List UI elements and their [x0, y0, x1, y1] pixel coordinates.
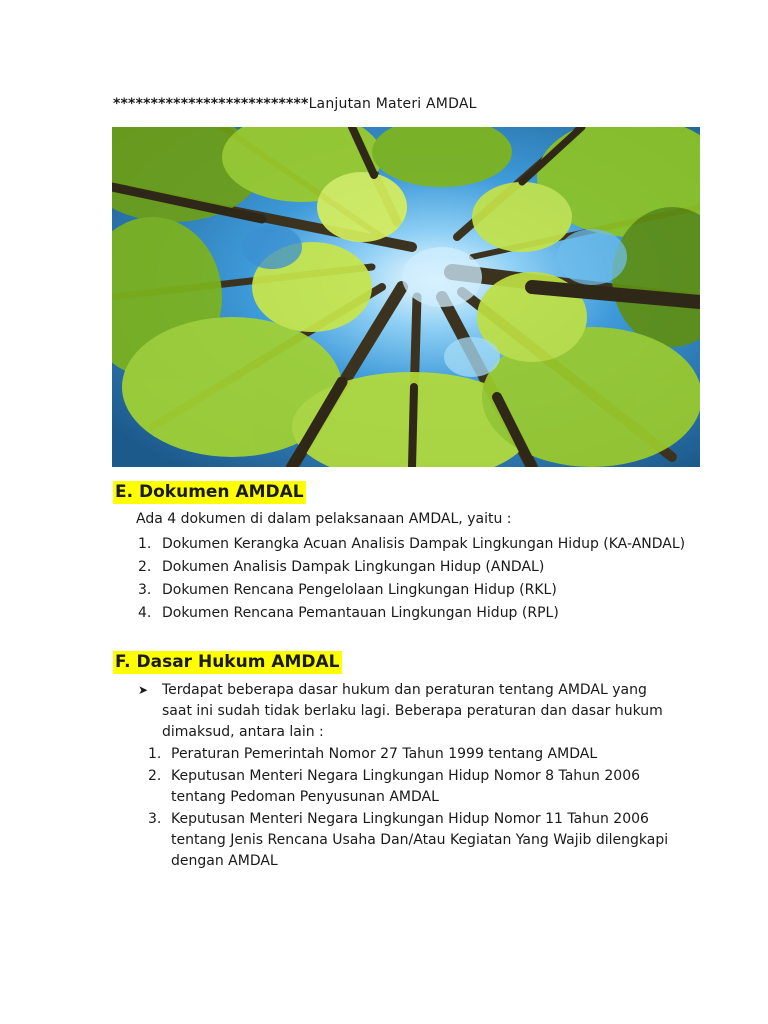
- list-number: 1.: [148, 746, 162, 762]
- list-number: 4.: [138, 605, 152, 621]
- list-number: 1.: [138, 536, 152, 552]
- list-text: Dokumen Rencana Pengelolaan Lingkungan Hidup (RKL): [162, 582, 557, 598]
- section-f-heading: F. Dasar Hukum AMDAL: [115, 652, 340, 672]
- document-list: [138, 533, 685, 625]
- section-f-bullet: [138, 680, 678, 743]
- bullet-text: Terdapat beberapa dasar hukum dan peraturan tentang AMDAL yang saat ini sudah tidak berlaku lagi. Beberapa peraturan dan dasar hukum dimaksud, antara lain :: [162, 682, 663, 740]
- list-item: [138, 602, 685, 625]
- list-item: [148, 809, 688, 872]
- legal-basis-list: [148, 744, 688, 873]
- section-e-intro: Ada 4 dokumen di dalam pelaksanaan AMDAL, yaitu :: [136, 511, 512, 527]
- section-e-heading: E. Dokumen AMDAL: [115, 482, 304, 502]
- list-item: [138, 579, 685, 602]
- header-title: Lanjutan Materi AMDAL: [308, 96, 477, 112]
- list-item: [148, 766, 688, 808]
- header-stars: **************************: [113, 96, 309, 112]
- list-text: Keputusan Menteri Negara Lingkungan Hidup Nomor 8 Tahun 2006 tentang Pedoman Penyusunan AMDAL: [171, 768, 641, 805]
- list-text: Dokumen Kerangka Acuan Analisis Dampak Lingkungan Hidup (KA-ANDAL): [162, 536, 686, 552]
- list-number: 3.: [138, 582, 152, 598]
- list-item: [138, 556, 685, 579]
- document-header: [113, 96, 477, 112]
- list-number: 3.: [148, 811, 162, 827]
- arrowhead-bullet-icon: ➤: [138, 683, 149, 697]
- list-number: 2.: [148, 768, 162, 784]
- forest-canopy-photo: [112, 127, 700, 467]
- list-text: Keputusan Menteri Negara Lingkungan Hidup Nomor 11 Tahun 2006 tentang Jenis Rencana Usaha Dan/Atau Kegiatan Yang Wajib dilengkapi dengan AMDAL: [171, 811, 669, 869]
- list-item: [148, 744, 688, 765]
- list-text: Dokumen Rencana Pemantauan Lingkungan Hidup (RPL): [162, 605, 559, 621]
- list-text: Peraturan Pemerintah Nomor 27 Tahun 1999 tentang AMDAL: [171, 746, 598, 762]
- list-number: 2.: [138, 559, 152, 575]
- list-text: Dokumen Analisis Dampak Lingkungan Hidup (ANDAL): [162, 559, 545, 575]
- list-item: [138, 533, 685, 556]
